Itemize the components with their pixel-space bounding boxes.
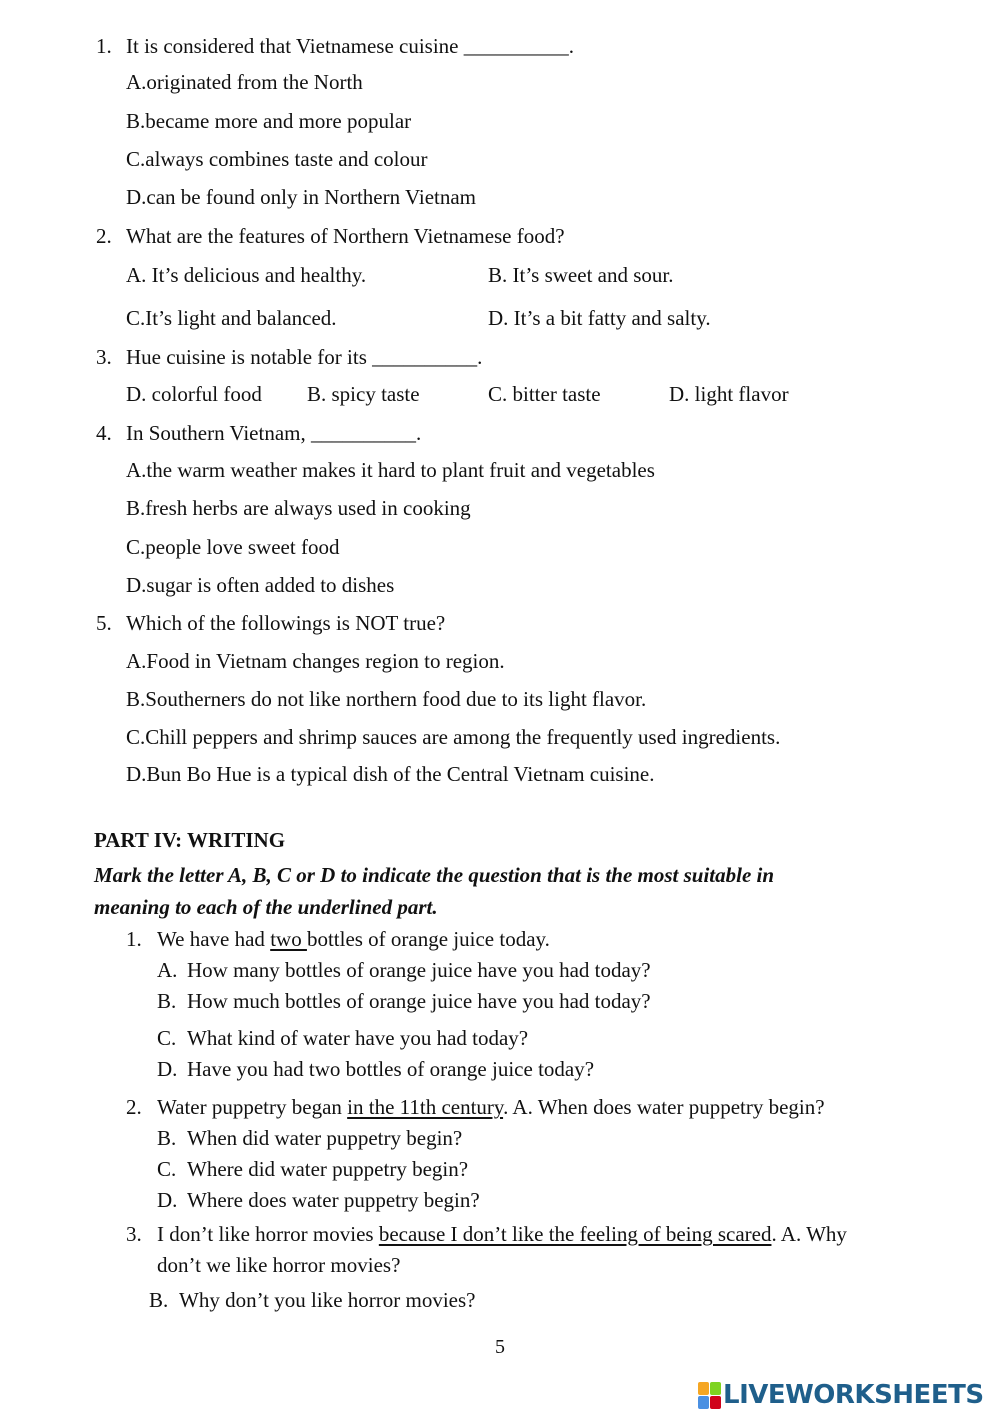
option-c[interactable]: C. bitter taste xyxy=(488,382,601,406)
option-c[interactable]: C.people love sweet food xyxy=(126,535,340,559)
option-letter-b: B. xyxy=(149,1288,169,1312)
question-sentence xyxy=(157,1224,847,1245)
option-c[interactable]: C.Chill peppers and shrimp sauces are among the frequently used ingredients. xyxy=(126,725,781,749)
option-a[interactable]: A. It’s delicious and healthy. xyxy=(126,263,367,287)
option-a[interactable]: A.the warm weather makes it hard to plant fruit and vegetables xyxy=(126,458,655,482)
liveworksheets-brand[interactable] xyxy=(698,1380,994,1410)
sentence-start: I don’t like horror movies xyxy=(157,1222,379,1246)
option-c[interactable]: C.always combines taste and colour xyxy=(126,147,428,171)
option-b[interactable]: How much bottles of orange juice have you had today? xyxy=(187,989,651,1013)
brand-name: LIVEWORKSHEETS xyxy=(723,1380,984,1410)
underlined-part: because I don’t like the feeling of being scared xyxy=(378,1222,772,1246)
question-number: 3. xyxy=(126,1222,142,1246)
option-c[interactable]: Where did water puppetry begin? xyxy=(187,1157,469,1181)
option-d[interactable]: D. light flavor xyxy=(669,382,789,406)
question-stem: What are the features of Northern Vietnamese food? xyxy=(126,224,565,248)
sentence-start: Water puppetry began xyxy=(157,1095,348,1119)
option-letter-c: C. xyxy=(157,1026,177,1050)
option-letter-c: C. xyxy=(157,1157,177,1181)
option-d[interactable]: Have you had two bottles of orange juice today? xyxy=(187,1057,595,1081)
option-d[interactable]: D. It’s a bit fatty and salty. xyxy=(488,306,711,330)
question-sentence xyxy=(157,1097,825,1118)
question-number: 2. xyxy=(96,224,112,248)
option-a[interactable]: How many bottles of orange juice have you had today? xyxy=(187,958,651,982)
sentence-start: We have had xyxy=(157,927,271,951)
option-b[interactable]: B.Southerners do not like northern food due to its light flavor. xyxy=(126,687,647,711)
option-1[interactable]: D. colorful food xyxy=(126,382,262,406)
option-b[interactable]: Why don’t you like horror movies? xyxy=(179,1288,476,1312)
question-number: 3. xyxy=(96,345,112,369)
question-number: 1. xyxy=(126,927,142,951)
instruction-line-1: Mark the letter A, B, C or D to indicate the question that is the most suitable in xyxy=(94,863,775,887)
question-stem: Hue cuisine is notable for its __________. xyxy=(126,345,483,369)
question-number: 2. xyxy=(126,1095,142,1119)
option-a[interactable]: A.Food in Vietnam changes region to region. xyxy=(126,649,505,673)
option-letter-d: D. xyxy=(157,1057,178,1081)
logo-square-3 xyxy=(698,1396,709,1409)
sentence-end: . A. When does water puppetry begin? xyxy=(503,1095,825,1119)
option-letter-b: B. xyxy=(157,989,177,1013)
option-b[interactable]: B. It’s sweet and sour. xyxy=(488,263,674,287)
question-number: 1. xyxy=(96,34,112,58)
question-stem: In Southern Vietnam, __________. xyxy=(126,421,422,445)
option-b[interactable]: B.became more and more popular xyxy=(126,109,412,133)
question-sentence xyxy=(157,929,550,950)
option-letter-b: B. xyxy=(157,1126,177,1150)
option-c[interactable]: C.It’s light and balanced. xyxy=(126,306,337,330)
sentence-end: . A. Why xyxy=(771,1222,847,1246)
question-stem: It is considered that Vietnamese cuisine __________. xyxy=(126,34,575,58)
sentence-end: bottles of orange juice today. xyxy=(306,927,550,951)
underlined-part: in the 11th century xyxy=(347,1095,504,1119)
liveworksheets-logo-icon xyxy=(698,1382,720,1408)
option-b[interactable]: When did water puppetry begin? xyxy=(187,1126,463,1150)
option-c[interactable]: What kind of water have you had today? xyxy=(187,1026,529,1050)
sentence-continuation: don’t we like horror movies? xyxy=(157,1253,401,1277)
option-a[interactable]: A.originated from the North xyxy=(126,70,363,94)
instruction-line-2: meaning to each of the underlined part. xyxy=(94,895,438,919)
option-d[interactable]: D.can be found only in Northern Vietnam xyxy=(126,185,477,209)
question-number: 4. xyxy=(96,421,112,445)
option-letter-d: D. xyxy=(157,1188,178,1212)
logo-square-4 xyxy=(710,1396,721,1409)
option-b[interactable]: B. spicy taste xyxy=(307,382,420,406)
question-stem: Which of the followings is NOT true? xyxy=(126,611,446,635)
option-d[interactable]: D.sugar is often added to dishes xyxy=(126,573,395,597)
question-number: 5. xyxy=(96,611,112,635)
option-letter-a: A. xyxy=(157,958,178,982)
option-d[interactable]: Where does water puppetry begin? xyxy=(187,1188,480,1212)
logo-square-2 xyxy=(710,1382,721,1395)
option-d[interactable]: D.Bun Bo Hue is a typical dish of the Central Vietnam cuisine. xyxy=(126,762,655,786)
underlined-part: two xyxy=(270,927,307,951)
page-number: 5 xyxy=(495,1336,505,1358)
section-heading: PART IV: WRITING xyxy=(94,828,286,852)
option-b[interactable]: B.fresh herbs are always used in cooking xyxy=(126,496,471,520)
logo-square-1 xyxy=(698,1382,709,1395)
